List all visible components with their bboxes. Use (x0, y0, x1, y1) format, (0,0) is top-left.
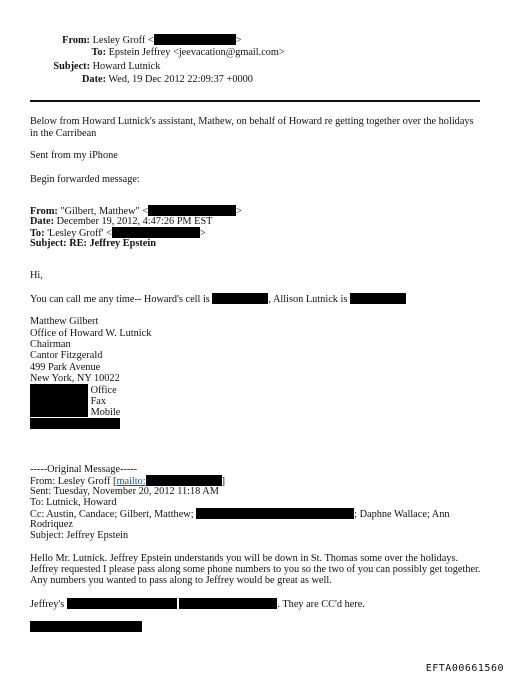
call-middle: , Allison Lutnick is (268, 294, 348, 305)
fwd-date-value: December 19, 2012, 4:47:26 PM EST (56, 216, 213, 227)
orig-sent-text: Sent: Tuesday, November 20, 2012 11:18 AM (30, 486, 219, 497)
header-divider (30, 100, 480, 102)
sig-mobile-label: Mobile (90, 407, 121, 418)
sig-fax-label: Fax (90, 396, 107, 407)
header-from-label: From: (62, 35, 90, 46)
header-from-line (30, 34, 241, 47)
orig-from-text: From: Lesley Groff [ (30, 476, 117, 487)
fwd-subject-value: RE: Jeffrey Epstein (69, 238, 156, 249)
fwd-from-label: From: (30, 206, 58, 217)
redaction-box (148, 205, 236, 216)
jeffreys-label: Jeffrey's (30, 599, 65, 610)
redaction-box (30, 621, 142, 632)
redaction-box (30, 395, 88, 406)
begin-forwarded-text: Begin forwarded message: (30, 174, 140, 185)
fwd-to-tail: > (199, 228, 206, 239)
sig-address2: New York, NY 10022 (30, 373, 120, 384)
redaction-box (30, 384, 88, 395)
redaction-box (154, 34, 236, 45)
sig-title: Chairman (30, 339, 71, 350)
redaction-box (196, 508, 354, 519)
redaction-box (179, 598, 277, 609)
greeting-text: Hi, (30, 270, 43, 281)
header-date-label: Date: (81, 74, 106, 85)
intro-text: Below from Howard Lutnick's assistant, Mathew, on behalf of Howard re getting together over the holidays in the Carribean (30, 116, 474, 139)
fwd-subject-line (30, 238, 156, 250)
sent-from-text: Sent from my iPhone (30, 150, 118, 161)
orig-from-tail: ] (221, 476, 226, 487)
call-line (30, 293, 406, 306)
header-from-value: Lesley Groff < (92, 35, 154, 46)
sig-email-line (30, 418, 120, 431)
orig-cc-prefix: Cc: Austin, Candace; Gilbert, Matthew; (30, 509, 194, 520)
header-from-tail: > (235, 35, 242, 46)
header-to-line (30, 47, 285, 59)
original-divider: -----Original Message----- (30, 464, 138, 475)
orig-cc-line (30, 508, 450, 521)
orig-cc-suffix: ; Daphne Wallace; Ann (354, 509, 450, 520)
sig-address1: 499 Park Avenue (30, 362, 101, 373)
fwd-from-value: "Gilbert, Matthew" < (60, 206, 149, 217)
header-subject-value: Howard Lutnick (92, 61, 161, 72)
mailto-link[interactable]: mailto: (116, 476, 146, 487)
header-to-label: To: (91, 47, 106, 58)
sig-office: Office of Howard W. Lutnick (30, 328, 152, 339)
redaction-box (350, 293, 406, 304)
bottom-redaction-line (30, 621, 142, 634)
sig-name: Matthew Gilbert (30, 316, 99, 327)
jeffreys-line (30, 598, 365, 611)
redaction-box (212, 293, 268, 304)
header-date-line (30, 74, 253, 86)
orig-cc-line2: Rodriquez (30, 519, 73, 530)
orig-body-line1: Hello Mr. Lutnick. Jeffrey Epstein understands you will be down in St. Thomas some over the holidays. (30, 553, 459, 564)
redaction-box (112, 227, 200, 238)
cc-here-text: . They are CC'd here. (277, 599, 365, 610)
fwd-subject-label: Subject: (30, 238, 67, 249)
header-subject-line (30, 61, 160, 73)
sig-company: Cantor Fitzgerald (30, 350, 103, 361)
header-subject-label: Subject: (53, 61, 90, 72)
orig-subject-text: Subject: Jeffrey Epstein (30, 530, 129, 541)
orig-to-text: To: Lutnick, Howard (30, 497, 117, 508)
document-id: EFTA00661560 (425, 663, 504, 674)
orig-body-line3: Any numbers you wanted to pass along to Jeffrey would be great as well. (30, 575, 332, 586)
redaction-box (30, 418, 120, 429)
redaction-box (146, 475, 222, 486)
redaction-box (30, 406, 88, 417)
call-prefix: You can call me any time-- Howard's cell is (30, 294, 210, 305)
fwd-to-label: To: (30, 228, 45, 239)
fwd-date-label: Date: (30, 216, 55, 227)
redaction-box (67, 598, 177, 609)
header-date-value: Wed, 19 Dec 2012 22:09:37 +0000 (108, 74, 253, 85)
sig-office-label: Office (90, 385, 117, 396)
header-to-value: Epstein Jeffrey <jeevacation@gmail.com> (108, 47, 285, 58)
orig-body-line2: Jeffrey requested I please pass along some phone numbers to you so the two of you can possibly get together. (30, 564, 481, 575)
fwd-to-value: 'Lesley Groff' < (47, 228, 112, 239)
fwd-from-tail: > (236, 206, 242, 217)
